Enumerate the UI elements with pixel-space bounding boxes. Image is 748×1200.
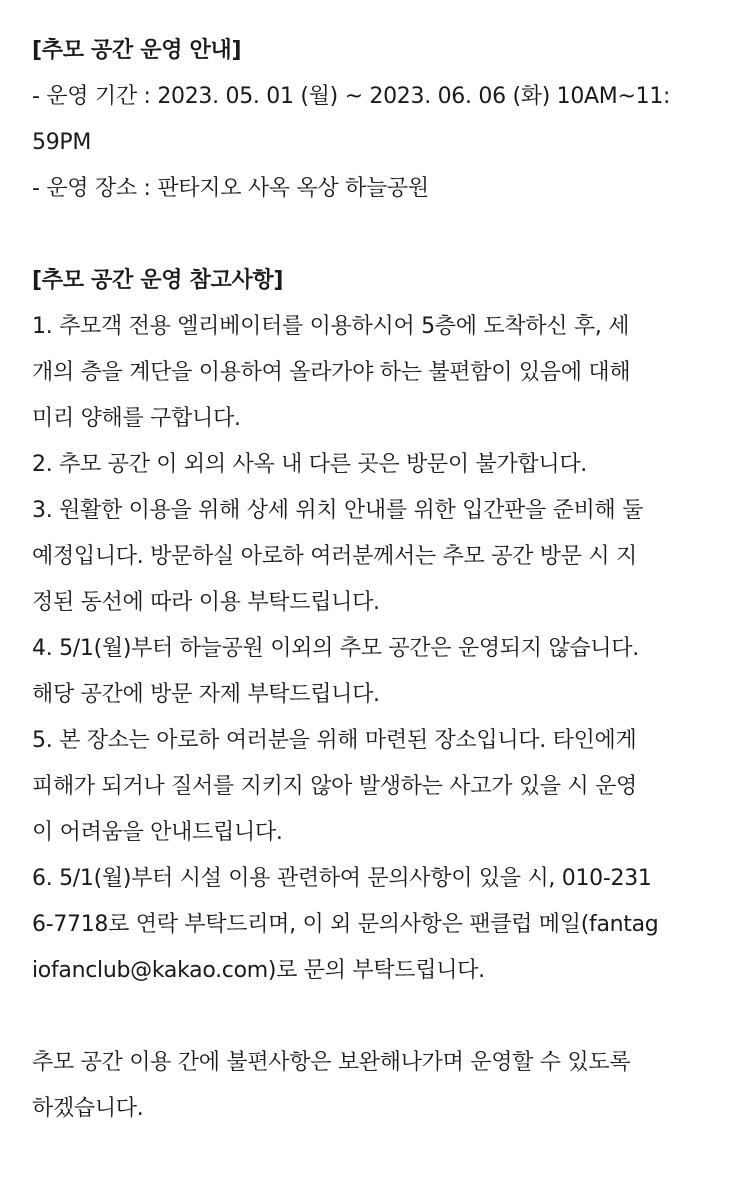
closing-line-2: 하겠습니다. [32, 1096, 144, 1121]
section-heading-operation-info: [추모 공간 운영 안내] [32, 38, 242, 63]
note-1-line-1: 1. 추모객 전용 엘리베이터를 이용하시어 5층에 도착하신 후, 세 [32, 314, 630, 339]
closing-line-1: 추모 공간 이용 간에 불편사항은 보완해나가며 운영할 수 있도록 [32, 1050, 631, 1075]
note-1-line-2: 개의 층을 계단을 이용하여 올라가야 하는 불편함이 있음에 대해 [32, 360, 631, 385]
note-6-line-2: 6-7718로 연락 부탁드리며, 이 외 문의사항은 팬클럽 메일(fantag [32, 912, 659, 937]
note-3-line-3: 정된 동선에 따라 이용 부탁드립니다. [32, 590, 380, 615]
note-4-line-1: 4. 5/1(월)부터 하늘공원 이외의 추모 공간은 운영되지 않습니다. [32, 636, 639, 661]
operation-period-line-cont: 59PM [32, 130, 92, 155]
note-2-line-1: 2. 추모 공간 이 외의 사옥 내 다른 곳은 방문이 불가합니다. [32, 452, 587, 477]
note-5-line-2: 피해가 되거나 질서를 지키지 않아 발생하는 사고가 있을 시 운영 [32, 774, 637, 799]
operation-period-line: - 운영 기간 : 2023. 05. 01 (월) ~ 2023. 06. 06 (화) 10AM~11: [32, 84, 671, 109]
notice-document [32, 28, 732, 1132]
spacer [32, 994, 732, 1040]
section-heading-notes: [추모 공간 운영 참고사항] [32, 268, 284, 293]
note-6-line-3: iofanclub@kakao.com)로 문의 부탁드립니다. [32, 958, 485, 983]
note-5-line-3: 이 어려움을 안내드립니다. [32, 820, 283, 845]
spacer [32, 212, 732, 258]
operation-location-line: - 운영 장소 : 판타지오 사옥 옥상 하늘공원 [32, 176, 429, 201]
note-3-line-2: 예정입니다. 방문하실 아로하 여러분께서는 추모 공간 방문 시 지 [32, 544, 637, 569]
note-5-line-1: 5. 본 장소는 아로하 여러분을 위해 마련된 장소입니다. 타인에게 [32, 728, 637, 753]
note-6-line-1: 6. 5/1(월)부터 시설 이용 관련하여 문의사항이 있을 시, 010-231 [32, 866, 652, 891]
note-4-line-2: 해당 공간에 방문 자제 부탁드립니다. [32, 682, 380, 707]
note-1-line-3: 미리 양해를 구합니다. [32, 406, 241, 431]
note-3-line-1: 3. 원활한 이용을 위해 상세 위치 안내를 위한 입간판을 준비해 둘 [32, 498, 644, 523]
